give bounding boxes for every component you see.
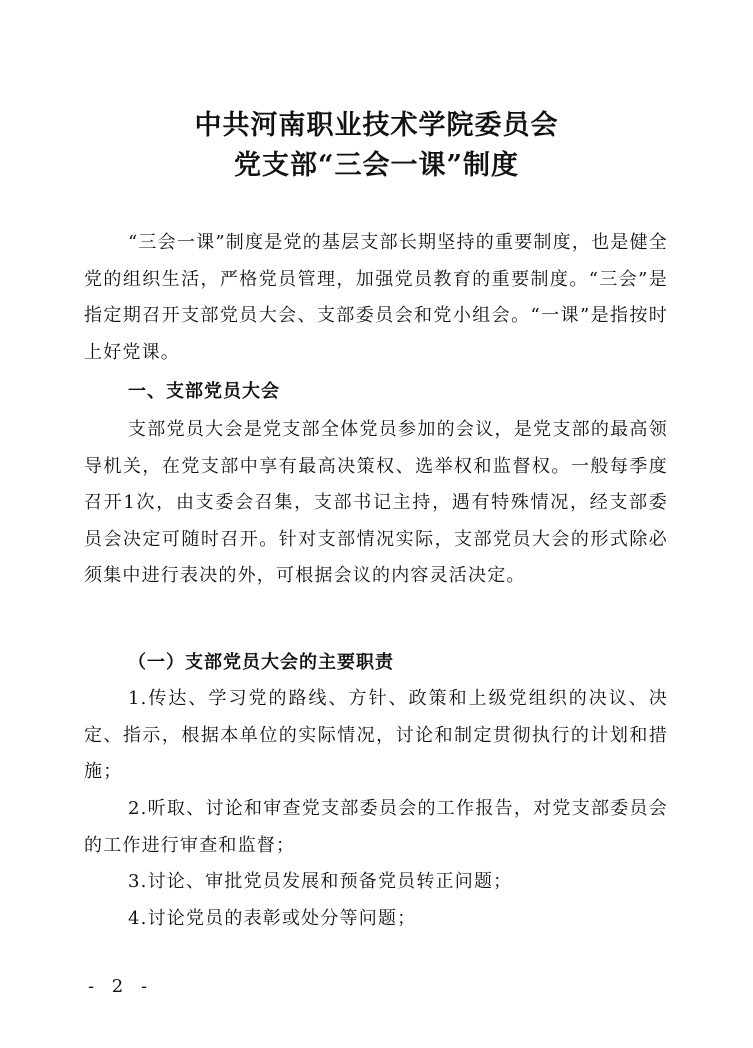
list-item: 4.讨论党员的表彰或处分等问题； (128, 908, 417, 929)
section-1-paragraph: 支部党员大会是党支部全体党员参加的会议，是党支部的最高领导机关，在党支部中享有最高决策权、选举权和监督权。一般每季度召开1次，由支委会召集，支部书记主持，遇有特殊情况，经支部委员会决定可随时召开。针对支部情况实际，支部党员大会的形式除必须集中进行表决的外，可根据会议的内容灵活决定。 (84, 419, 668, 587)
document-title-line-2: 党支部“三会一课”制度 (233, 150, 520, 181)
section-1-heading: 一、支部党员大会 (128, 381, 280, 402)
list-item: 1.传达、学习党的路线、方针、政策和上级党组织的决议、决定、指示，根据本单位的实际情况，讨论和制定贯彻执行的计划和措施； (84, 688, 668, 783)
list-item: 3.讨论、审批党员发展和预备党员转正问题； (128, 871, 513, 892)
page-number: - 2 - (88, 976, 154, 997)
subsection-1-heading: （一）支部党员大会的主要职责 (128, 652, 394, 673)
intro-paragraph: “三会一课”制度是党的基层支部长期坚持的重要制度，也是健全党的组织生活，严格党员管理，加强党员教育的重要制度。“三会”是指定期召开支部党员大会、支部委员会和党小组会。“一课”是指按时上好党课。 (84, 232, 668, 363)
document-title-line-1: 中共河南职业技术学院委员会 (194, 110, 559, 141)
list-item: 2.听取、讨论和审查党支部委员会的工作报告，对党支部委员会的工作进行审查和监督； (84, 798, 668, 856)
